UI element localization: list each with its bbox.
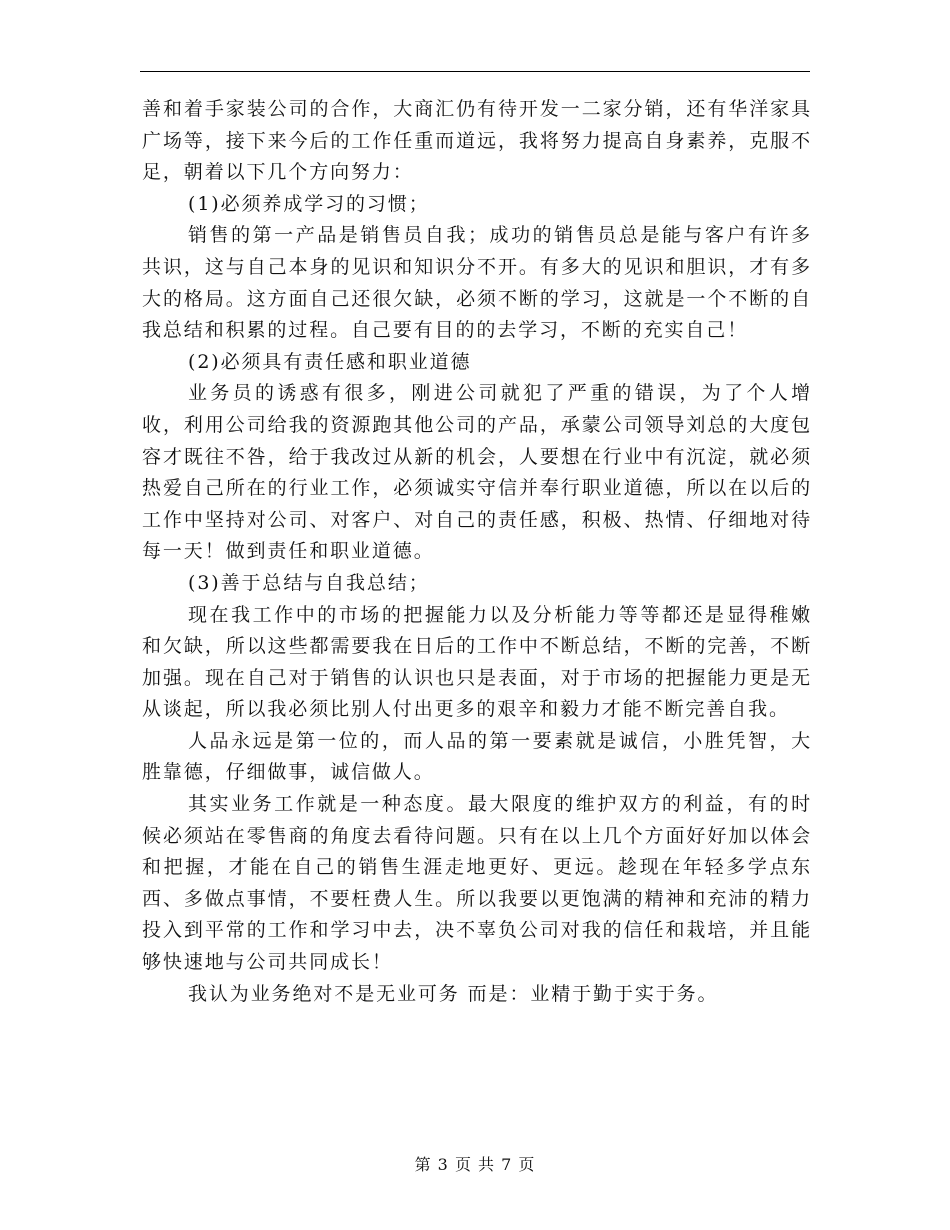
paragraph: 人品永远是第一位的，而人品的第一要素就是诚信，小胜凭智，大胜靠德，仔细做事，诚信做人。 (142, 729, 812, 784)
paragraph: 我认为业务绝对不是无业可务 而是：业精于勤于实于务。 (188, 982, 719, 1005)
section-heading: (1)必须养成学习的习惯； (188, 192, 430, 215)
page-number-label: 第 3 页 共 7 页 (414, 1155, 536, 1174)
header-rule (140, 71, 810, 72)
page-number-footer (0, 1152, 950, 1175)
paragraph: 销售的第一产品是销售员自我；成功的销售员总是能与客户有许多共识，这与自己本身的见识和知识分不开。有多大的见识和胆识，才有多大的格局。这方面自己还很欠缺，必须不断的学习，这就是一个不断的自我总结和积累的过程。自己要有目的的去学习，不断的充实自己！ (142, 224, 812, 342)
paragraph: 现在我工作中的市场的把握能力以及分析能力等等都还是显得稚嫩和欠缺，所以这些都需要我在日后的工作中不断总结，不断的完善，不断加强。现在自己对于销售的认识也只是表面，对于市场的把握能力更是无从谈起，所以我必须比别人付出更多的艰辛和毅力才能不断完善自我。 (142, 603, 812, 721)
paragraph: 其实业务工作就是一种态度。最大限度的维护双方的利益，有的时候必须站在零售商的角度去看待问题。只有在以上几个方面好好加以体会和把握，才能在自己的销售生涯走地更好、更远。趁现在年轻多学点东西、多做点事情，不要枉费人生。所以我要以更饱满的精神和充沛的精力投入到平常的工作和学习中去，决不辜负公司对我的信任和栽培，并且能够快速地与公司共同成长！ (142, 793, 812, 974)
section-heading: (2)必须具有责任感和职业道德 (188, 350, 472, 373)
paragraph: 善和着手家装公司的合作，大商汇仍有待开发一二家分销，还有华洋家具广场等，接下来今后的工作任重而道远，我将努力提高自身素养，克服不足，朝着以下几个方向努力： (142, 98, 812, 184)
document-body (142, 94, 812, 1010)
section-heading: (3)善于总结与自我总结； (188, 571, 430, 594)
paragraph: 业务员的诱惑有很多，刚进公司就犯了严重的错误，为了个人增收，利用公司给我的资源跑其他公司的产品，承蒙公司领导刘总的大度包容才既往不咎，给于我改过从新的机会，人要想在行业中有沉淀，就必须热爱自己所在的行业工作，必须诚实守信并奉行职业道德，所以在以后的工作中坚持对公司、对客户、对自己的责任感，积极、热情、仔细地对待每一天！做到责任和职业道德。 (142, 382, 812, 563)
